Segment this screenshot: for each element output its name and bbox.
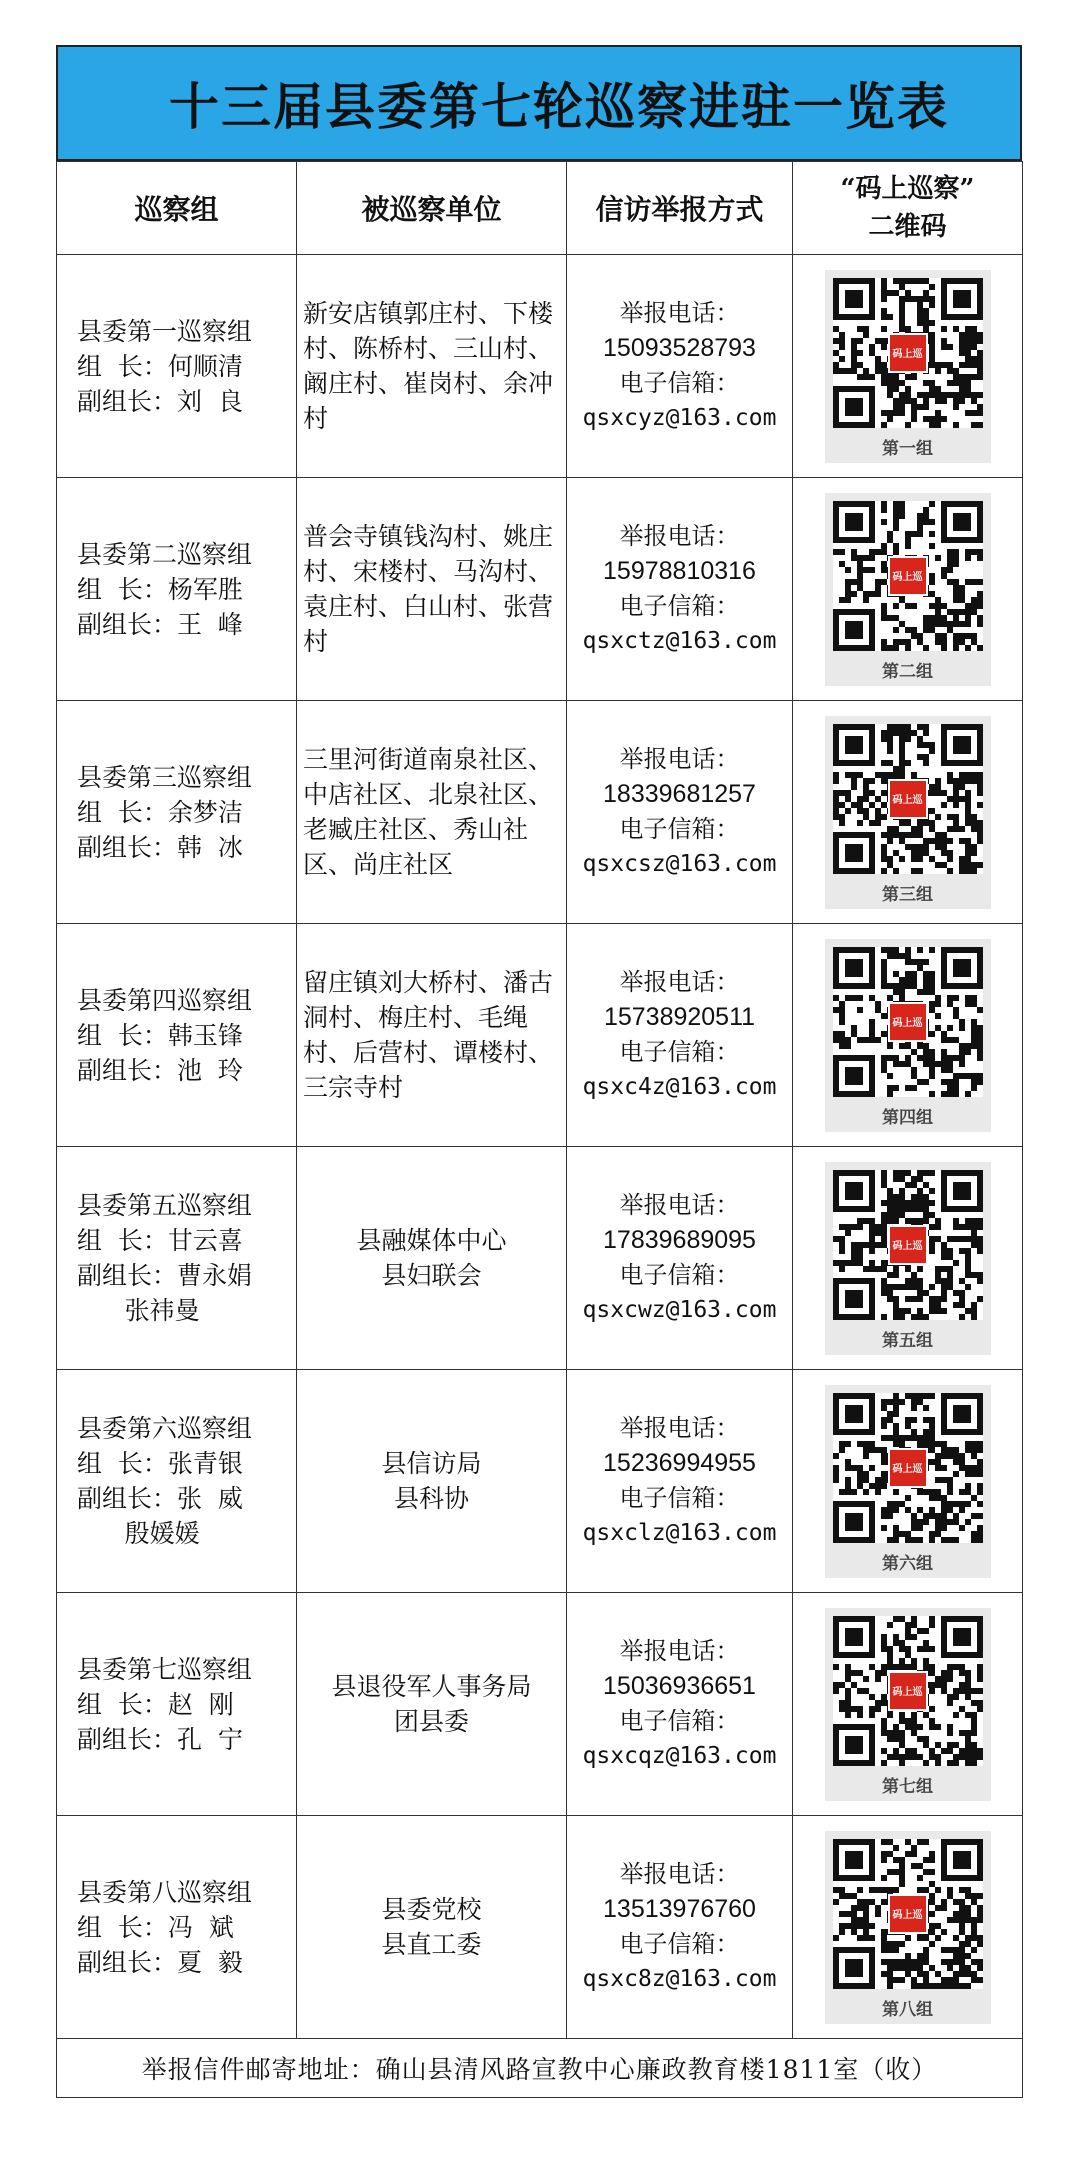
qr-card[interactable] — [825, 1162, 991, 1355]
header-row — [57, 162, 1023, 255]
table-body — [57, 255, 1023, 2039]
email-address[interactable]: qsxcqz@163.com — [582, 1743, 777, 1769]
header-qr — [793, 162, 1023, 255]
email-label: 电子信箱： — [619, 1484, 740, 1512]
inspected-units: 普会寺镇钱沟村、姚庄村、宋楼村、马沟村、袁庄村、白山村、张营村 — [297, 478, 567, 701]
qr-caption: 第八组 — [882, 1999, 933, 2020]
table-row — [57, 255, 1023, 478]
group-members: 县委第三巡察组 组 长：余梦洁 副组长：韩 冰 — [57, 701, 297, 924]
group-members: 县委第五巡察组 组 长：甘云喜 副组长：曹永娟 张祎曼 — [57, 1147, 297, 1370]
phone-number[interactable]: 15738920511 — [603, 1003, 756, 1031]
qr-cell — [793, 1593, 1023, 1816]
phone-label: 举报电话： — [619, 745, 740, 773]
qr-card[interactable] — [825, 1385, 991, 1578]
qr-logo-badge: 码上巡 — [888, 779, 928, 819]
phone-number[interactable]: 13513976760 — [603, 1895, 756, 1923]
email-label: 电子信箱： — [619, 1038, 740, 1066]
qr-code-icon — [833, 1170, 983, 1320]
phone-label: 举报电话： — [619, 1414, 740, 1442]
qr-cell — [793, 478, 1023, 701]
inspected-units: 县退役军人事务局 团县委 — [297, 1593, 567, 1816]
qr-caption: 第七组 — [882, 1776, 933, 1797]
qr-caption: 第三组 — [882, 884, 933, 905]
report-contact — [567, 1147, 793, 1370]
group-members: 县委第六巡察组 组 长：张青银 副组长：张 威 殷媛媛 — [57, 1370, 297, 1593]
phone-number[interactable]: 18339681257 — [603, 780, 756, 808]
table-row — [57, 1147, 1023, 1370]
qr-caption: 第五组 — [882, 1330, 933, 1351]
phone-number[interactable]: 15093528793 — [603, 334, 756, 362]
phone-label: 举报电话： — [619, 1637, 740, 1665]
qr-cell — [793, 255, 1023, 478]
email-address[interactable]: qsxclz@163.com — [582, 1520, 777, 1546]
table-row — [57, 1370, 1023, 1593]
report-contact — [567, 255, 793, 478]
email-address[interactable]: qsxcwz@163.com — [582, 1297, 777, 1323]
inspection-table — [56, 161, 1023, 2098]
header-group: 巡察组 — [57, 162, 297, 255]
phone-label: 举报电话： — [619, 299, 740, 327]
phone-label: 举报电话： — [619, 1860, 740, 1888]
email-label: 电子信箱： — [619, 1707, 740, 1735]
email-label: 电子信箱： — [619, 592, 740, 620]
mailing-address: 举报信件邮寄地址：确山县清风路宣教中心廉政教育楼1811室（收） — [57, 2039, 1023, 2098]
inspected-units: 三里河街道南泉社区、中店社区、北泉社区、老臧庄社区、秀山社区、尚庄社区 — [297, 701, 567, 924]
inspection-table-sheet — [56, 45, 1022, 2098]
table-row — [57, 924, 1023, 1147]
report-contact — [567, 701, 793, 924]
group-members: 县委第八巡察组 组 长：冯 斌 副组长：夏 毅 — [57, 1816, 297, 2039]
group-members: 县委第四巡察组 组 长：韩玉锋 副组长：池 玲 — [57, 924, 297, 1147]
inspected-units: 县信访局 县科协 — [297, 1370, 567, 1593]
qr-logo-badge: 码上巡 — [888, 333, 928, 373]
qr-logo-badge: 码上巡 — [888, 1671, 928, 1711]
qr-logo-badge: 码上巡 — [888, 1002, 928, 1042]
footer-row — [57, 2039, 1023, 2098]
page-title: 十三届县委第七轮巡察进驻一览表 — [169, 77, 949, 136]
email-label: 电子信箱： — [619, 815, 740, 843]
qr-code-icon — [833, 1393, 983, 1543]
qr-card[interactable] — [825, 716, 991, 909]
table-row — [57, 701, 1023, 924]
qr-card[interactable] — [825, 1831, 991, 2024]
table-row — [57, 1816, 1023, 2039]
phone-number[interactable]: 15036936651 — [603, 1672, 756, 1700]
group-members: 县委第二巡察组 组 长：杨军胜 副组长：王 峰 — [57, 478, 297, 701]
email-label: 电子信箱： — [619, 1930, 740, 1958]
email-address[interactable]: qsxc4z@163.com — [582, 1074, 777, 1100]
phone-number[interactable]: 17839689095 — [603, 1226, 756, 1254]
qr-caption: 第二组 — [882, 661, 933, 682]
qr-cell — [793, 1370, 1023, 1593]
qr-cell — [793, 701, 1023, 924]
qr-code-icon — [833, 724, 983, 874]
email-label: 电子信箱： — [619, 369, 740, 397]
header-qr-line1: “码上巡察” — [840, 174, 975, 204]
qr-card[interactable] — [825, 939, 991, 1132]
report-contact — [567, 478, 793, 701]
group-members: 县委第七巡察组 组 长：赵 刚 副组长：孔 宁 — [57, 1593, 297, 1816]
phone-number[interactable]: 15978810316 — [603, 557, 756, 585]
group-members: 县委第一巡察组 组 长：何顺清 副组长：刘 良 — [57, 255, 297, 478]
report-contact — [567, 1370, 793, 1593]
header-qr-line2: 二维码 — [868, 212, 947, 242]
qr-cell — [793, 924, 1023, 1147]
email-address[interactable]: qsxcsz@163.com — [582, 851, 777, 877]
phone-label: 举报电话： — [619, 968, 740, 996]
qr-caption: 第六组 — [882, 1553, 933, 1574]
report-contact — [567, 924, 793, 1147]
qr-logo-badge: 码上巡 — [888, 1225, 928, 1265]
table-row — [57, 1593, 1023, 1816]
qr-logo-badge: 码上巡 — [888, 1448, 928, 1488]
qr-card[interactable] — [825, 1608, 991, 1801]
inspected-units: 留庄镇刘大桥村、潘古洞村、梅庄村、毛绳村、后营村、谭楼村、三宗寺村 — [297, 924, 567, 1147]
qr-logo-badge: 码上巡 — [888, 556, 928, 596]
header-contact: 信访举报方式 — [567, 162, 793, 255]
qr-code-icon — [833, 947, 983, 1097]
email-address[interactable]: qsxcyz@163.com — [582, 405, 777, 431]
report-contact — [567, 1593, 793, 1816]
email-label: 电子信箱： — [619, 1261, 740, 1289]
table-row — [57, 478, 1023, 701]
title-bar — [56, 45, 1022, 161]
header-unit: 被巡察单位 — [297, 162, 567, 255]
phone-number[interactable]: 15236994955 — [603, 1449, 756, 1477]
qr-code-icon — [833, 1839, 983, 1989]
qr-caption: 第一组 — [882, 438, 933, 459]
qr-code-icon — [833, 501, 983, 651]
qr-code-icon — [833, 1616, 983, 1766]
report-contact — [567, 1816, 793, 2039]
qr-card[interactable] — [825, 493, 991, 686]
inspected-units: 县融媒体中心 县妇联会 — [297, 1147, 567, 1370]
email-address[interactable]: qsxc8z@163.com — [582, 1966, 777, 1992]
inspected-units: 新安店镇郭庄村、下楼村、陈桥村、三山村、阚庄村、崔岗村、余冲村 — [297, 255, 567, 478]
email-address[interactable]: qsxctz@163.com — [582, 628, 777, 654]
qr-code-icon — [833, 278, 983, 428]
qr-card[interactable] — [825, 270, 991, 463]
qr-cell — [793, 1147, 1023, 1370]
phone-label: 举报电话： — [619, 522, 740, 550]
inspected-units: 县委党校 县直工委 — [297, 1816, 567, 2039]
qr-cell — [793, 1816, 1023, 2039]
qr-logo-badge: 码上巡 — [888, 1894, 928, 1934]
qr-caption: 第四组 — [882, 1107, 933, 1128]
phone-label: 举报电话： — [619, 1191, 740, 1219]
